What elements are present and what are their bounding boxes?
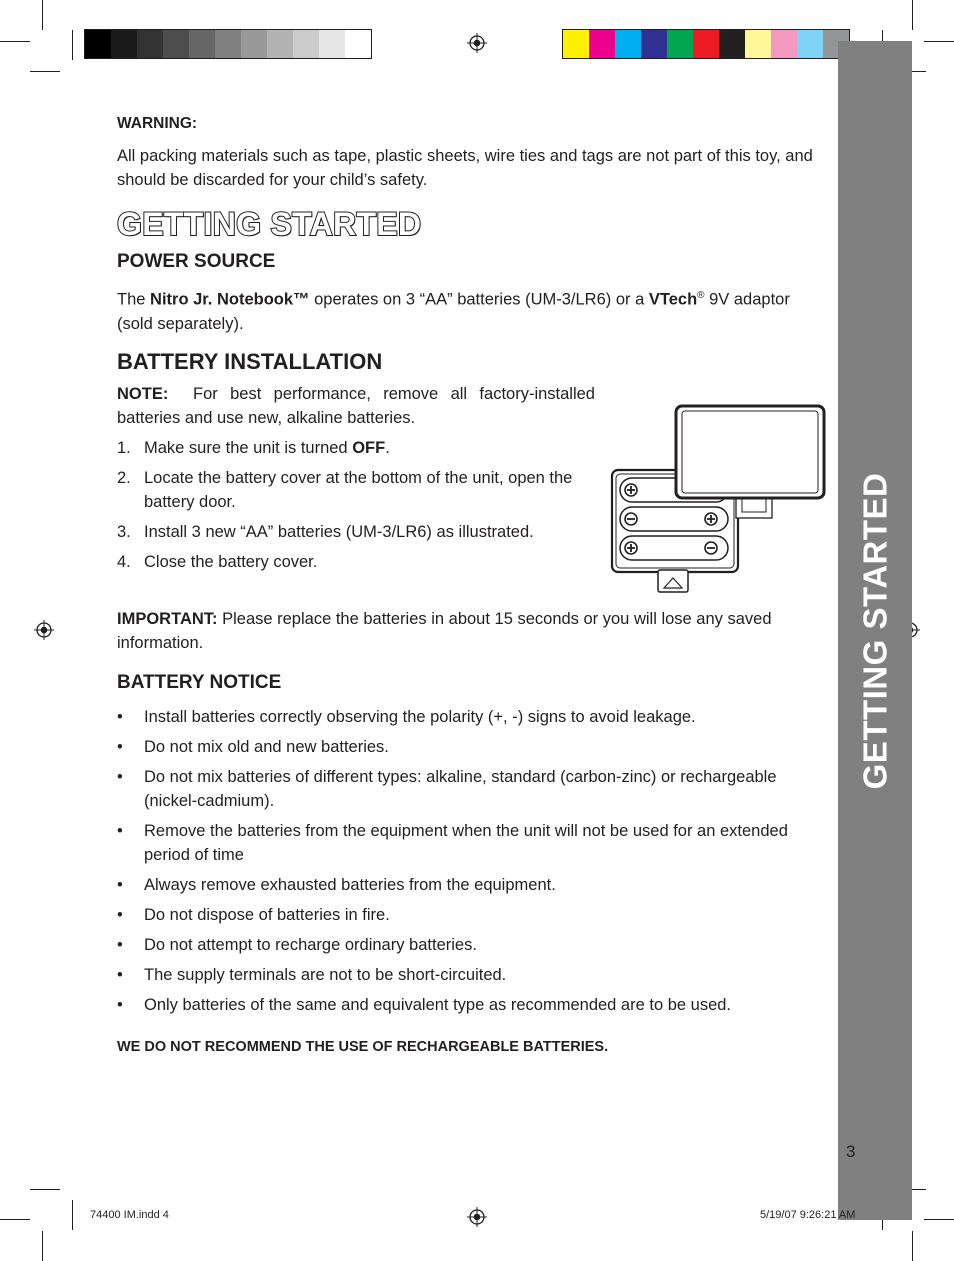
important-label: IMPORTANT: (117, 609, 218, 628)
crop-mark (912, 0, 913, 30)
color-swatch (771, 30, 797, 58)
crop-mark (42, 1231, 43, 1261)
installation-steps (117, 382, 600, 574)
color-swatch (693, 30, 719, 58)
registration-mark-icon (467, 1207, 487, 1227)
color-swatch (215, 30, 241, 58)
notice-text: Do not mix old and new batteries. (144, 737, 389, 756)
step-text: Close the battery cover. (144, 552, 318, 571)
side-tab-label-wrap (838, 41, 912, 1220)
notice-text: Only batteries of the same and equivalent type as recommended are to be used. (144, 995, 732, 1014)
color-swatch (745, 30, 771, 58)
minus-icon (625, 513, 637, 525)
crop-mark (0, 41, 30, 42)
registration-mark-icon (34, 620, 54, 640)
step-bold: OFF (352, 438, 386, 457)
bullet: • (117, 965, 123, 984)
crop-mark (30, 71, 60, 72)
grayscale-color-bar (84, 29, 372, 59)
crop-mark (72, 30, 73, 60)
notice-text: The supply terminals are not to be short-circuited. (144, 965, 507, 984)
bullet: • (117, 707, 123, 726)
note-label: NOTE: (117, 384, 169, 403)
crop-mark (30, 1189, 60, 1190)
color-swatch (615, 30, 641, 58)
power-source-text (117, 284, 829, 336)
list-item (117, 765, 829, 813)
warning-title: WARNING: (117, 115, 198, 132)
installation-note (117, 382, 600, 430)
color-swatch (293, 30, 319, 58)
step-text: Locate the battery cover at the bottom of the unit, open the battery door. (144, 468, 573, 511)
crop-mark (42, 0, 43, 30)
color-swatch (189, 30, 215, 58)
note-text: For best performance, remove all factory-installed batteries and use new, alkaline batteries. (117, 384, 600, 427)
battery-notice-heading: BATTERY NOTICE (117, 671, 282, 693)
color-swatch (267, 30, 293, 58)
minus-icon (705, 542, 717, 554)
bullet: • (117, 995, 123, 1014)
step-number: 2. (117, 468, 131, 487)
step-text-part: Make sure the unit is turned (144, 438, 353, 457)
warning-text: All packing materials such as tape, plastic sheets, wire ties and tags are not part of this toy, and should be discarded for your child’s safety. (117, 147, 813, 189)
timestamp-slug: 5/19/07 9:26:21 AM (760, 1209, 856, 1221)
step-text (144, 436, 595, 460)
notice-text: Do not mix batteries of different types: alkaline, standard (carbon-zinc) or rechargeable (nickel-cadmium). (144, 767, 777, 810)
product-name: Nitro Jr. Notebook™ (150, 290, 310, 309)
important-note (117, 607, 829, 655)
rechargeable-warning: WE DO NOT RECOMMEND THE USE OF RECHARGEABLE BATTERIES. (117, 1038, 609, 1055)
list-item (117, 550, 595, 574)
plus-icon (625, 484, 637, 496)
bullet: • (117, 767, 123, 786)
registration-mark-icon (467, 33, 487, 53)
step-number: 1. (117, 438, 131, 457)
list-item (117, 903, 829, 927)
plus-icon (625, 542, 637, 554)
list-item (117, 735, 829, 759)
battery-notice-list (117, 705, 829, 1017)
color-swatch (797, 30, 823, 58)
color-swatch (345, 30, 371, 58)
list-item (117, 819, 829, 867)
important-text: Please replace the batteries in about 15 seconds or you will lose any saved information. (117, 609, 772, 652)
list-item (117, 520, 595, 544)
power-text-3: 9V adaptor (sold separately). (117, 290, 790, 333)
power-text-1: The (117, 290, 151, 309)
plus-icon (705, 513, 717, 525)
crop-mark (912, 1231, 913, 1261)
step-text: Install 3 new “AA” batteries (UM-3/LR6) as illustrated. (144, 522, 534, 541)
color-swatch (85, 30, 111, 58)
power-text-2: operates on 3 “AA” batteries (UM-3/LR6) or a (309, 290, 649, 309)
list-item (117, 873, 829, 897)
notice-text: Do not attempt to recharge ordinary batteries. (144, 935, 477, 954)
color-swatch (111, 30, 137, 58)
notice-text: Always remove exhausted batteries from the equipment. (144, 875, 556, 894)
crop-mark (0, 1219, 30, 1220)
list-item (117, 436, 595, 460)
side-tab-label: GETTING STARTED (856, 472, 893, 789)
file-slug: 74400 IM.indd 4 (90, 1209, 169, 1221)
battery-installation-heading: BATTERY INSTALLATION (117, 348, 383, 374)
step-number: 4. (117, 552, 131, 571)
page-number: 3 (846, 1142, 856, 1161)
notice-text: Remove the batteries from the equipment when the unit will not be used for an extended period of time (144, 821, 788, 864)
notice-text: Do not dispose of batteries in fire. (144, 905, 390, 924)
bullet: • (117, 875, 123, 894)
process-color-bar (562, 29, 850, 59)
list-item (117, 963, 829, 987)
color-swatch (163, 30, 189, 58)
list-item (117, 466, 595, 514)
page-title: GETTING STARTED (117, 206, 422, 242)
power-source-heading: POWER SOURCE (117, 251, 276, 272)
registered-mark: ® (697, 290, 705, 301)
bullet: • (117, 821, 123, 840)
color-swatch (589, 30, 615, 58)
crop-mark (924, 1219, 954, 1220)
color-swatch (563, 30, 589, 58)
color-swatch (667, 30, 693, 58)
list-item (117, 705, 829, 729)
color-swatch (319, 30, 345, 58)
list-item (117, 993, 829, 1017)
brand-name: VTech (648, 290, 698, 309)
crop-mark (924, 41, 954, 42)
color-swatch (137, 30, 163, 58)
battery-compartment-illustration (608, 402, 830, 602)
crop-mark (72, 1200, 73, 1230)
bullet: • (117, 905, 123, 924)
notice-text: Install batteries correctly observing the polarity (+, -) signs to avoid leakage. (144, 707, 696, 726)
step-number: 3. (117, 522, 131, 541)
color-swatch (641, 30, 667, 58)
bullet: • (117, 737, 123, 756)
list-item (117, 933, 829, 957)
step-text-part: . (385, 438, 390, 457)
color-swatch (719, 30, 745, 58)
color-swatch (241, 30, 267, 58)
bullet: • (117, 935, 123, 954)
